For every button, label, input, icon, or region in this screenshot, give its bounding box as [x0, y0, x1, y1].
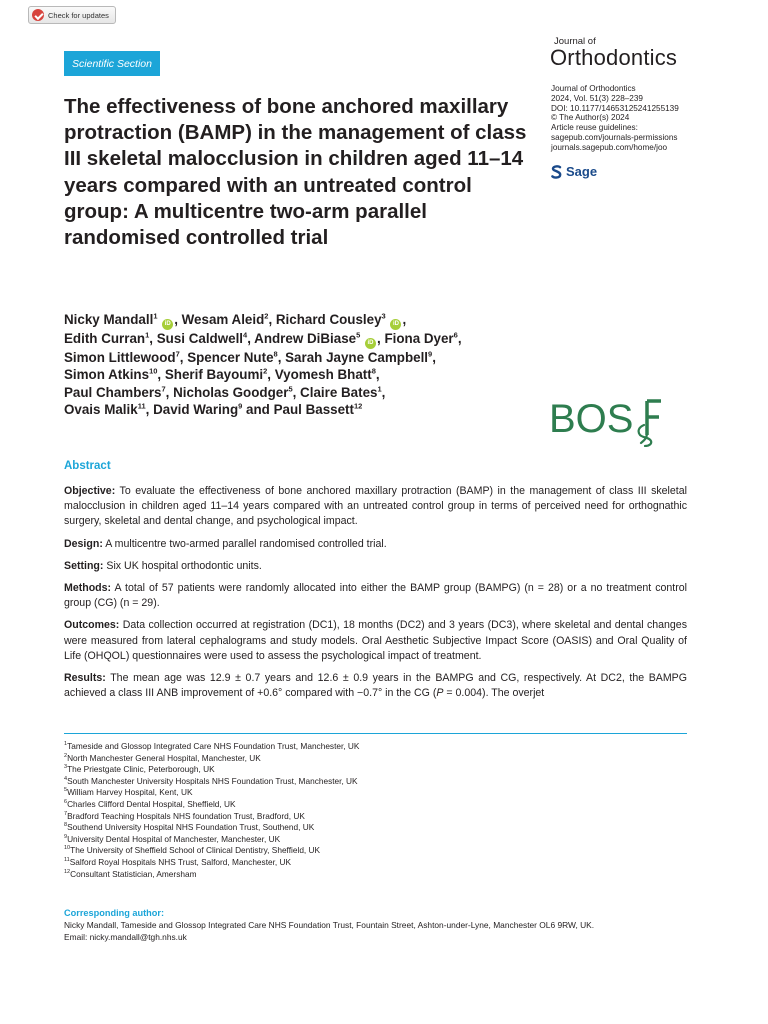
affiliation-marker: 5: [288, 384, 293, 394]
affiliation-list: [64, 741, 359, 880]
affiliation-text: South Manchester University Hospitals NHS Foundation Trust, Manchester, UK: [67, 775, 358, 786]
journal-name-prefix: Journal of: [554, 36, 596, 47]
affiliation-marker: 4: [243, 330, 248, 340]
objective-label: Objective:: [64, 485, 116, 497]
author-name[interactable]: , Spencer Nute: [179, 350, 274, 365]
affiliation-item: [64, 869, 359, 881]
author-name[interactable]: , Wesam Aleid: [174, 312, 265, 327]
affiliation-text: The University of Sheffield School of Clinical Dentistry, Sheffield, UK: [70, 845, 321, 856]
abstract-design: [64, 537, 687, 552]
affiliation-item: [64, 845, 359, 857]
affiliation-number: 7: [64, 810, 68, 817]
corresponding-author-email[interactable]: Email: nicky.mandall@tgh.nhs.uk: [64, 931, 187, 942]
affiliation-text: Bradford Teaching Hospitals NHS foundation Trust, Bradford, UK: [67, 810, 305, 821]
author-name[interactable]: , Susi Caldwell: [149, 331, 244, 346]
abstract-objective: [64, 484, 687, 530]
design-text: A multicentre two-armed parallel randomised controlled trial.: [102, 537, 387, 550]
affiliation-number: 3: [64, 764, 68, 771]
affiliation-marker: 2: [263, 366, 268, 376]
outcomes-label: Outcomes:: [64, 619, 120, 632]
author-name[interactable]: , Fiona Dyer: [377, 331, 454, 346]
affiliation-marker: 8: [371, 366, 376, 376]
affiliation-marker: 5: [356, 330, 361, 340]
affiliation-text: Consultant Statistician, Amersham: [70, 868, 197, 879]
journal-meta: [551, 84, 679, 153]
section-label: Scientific Section: [64, 51, 160, 76]
affiliation-text: Salford Royal Hospitals NHS Trust, Salford, Manchester, UK: [69, 856, 292, 867]
affiliation-item: [64, 787, 359, 799]
publisher-logo[interactable]: [551, 164, 597, 179]
abstract-results: [64, 671, 687, 701]
affiliation-number: 1: [64, 741, 68, 748]
affiliation-item: [64, 741, 359, 753]
orcid-icon[interactable]: iD: [365, 338, 376, 349]
corresponding-author-address: Nicky Mandall, Tameside and Glossop Integrated Care NHS Foundation Trust, Fountain Street, Ashton-under-Lyne, Manchester OL6 9RW, UK.: [64, 920, 595, 930]
affiliation-text: Charles Clifford Dental Hospital, Sheffield, UK: [67, 798, 236, 809]
affiliation-marker: 9: [238, 401, 243, 411]
author-name[interactable]: and Paul Bassett: [242, 402, 354, 418]
affiliation-number: 4: [64, 776, 68, 783]
affiliation-marker: 9: [428, 349, 433, 359]
author-name[interactable]: Edith Curran: [64, 331, 146, 346]
author-list: Nicky Mandall$^1$ iD , Wesam Aleid$^2$, Richard Cousley$^3$ iD , Edith Curran$^1$, Susi Caldwell$^4$, Andrew DiBiase$^5$ iD , Fiona Dyer$^6$, Simon Littlewood$^7$, Spencer Nute$^8$, Sarah Jayne Campbell$^9$, Simon Atkins$^{10}$, Sherif Bayoumi$^2$, Vyomesh Bhatt$^8$, Paul Chambers$^7$, Nicholas Goodger$^5$, Claire Bates$^1$, Ovais Malik$^{11}$, David Waring$^9$ and Paul Bassett$^{12}$: [64, 311, 462, 418]
affiliation-text: Southend University Hospital NHS Foundation Trust, Southend, UK: [67, 822, 315, 833]
results-label: Results:: [64, 672, 106, 685]
abstract-methods: [64, 581, 687, 611]
setting-label: Setting:: [64, 559, 104, 572]
setting-text: Six UK hospital orthodontic units.: [103, 559, 262, 572]
p-value-symbol: P: [436, 687, 444, 700]
author-name[interactable]: , Richard Cousley: [268, 312, 382, 327]
affiliation-item: [64, 776, 359, 788]
affiliation-marker: 10: [149, 366, 158, 376]
author-name[interactable]: Nicky Mandall: [64, 312, 154, 327]
bos-logo-text: BOS: [549, 397, 634, 441]
affiliation-text: William Harvey Hospital, Kent, UK: [67, 787, 193, 798]
results-text: The mean age was 12.9 ± 0.7 years and 12.6 ± 0.9 years in the BAMPG and CG, respectively. At DC2, the BAMPG achieved a class III ANB improvement of +0.6° compared with −0.7° in the CG (: [64, 672, 687, 700]
author-name[interactable]: , Sherif Bayoumi: [157, 367, 264, 383]
abstract-setting: [64, 559, 687, 574]
affiliation-text: The Priestgate Clinic, Peterborough, UK: [67, 764, 215, 775]
affiliation-item: [64, 834, 359, 846]
affiliation-number: 9: [64, 833, 68, 840]
author-name[interactable]: Paul Chambers: [64, 384, 162, 400]
corresponding-author: [64, 920, 687, 943]
bos-logo: [549, 395, 669, 447]
affiliation-item: [64, 753, 359, 765]
permissions-link[interactable]: sagepub.com/journals-permissions: [551, 132, 678, 142]
affiliation-number: 6: [64, 799, 68, 806]
journal-home-link[interactable]: journals.sagepub.com/home/joo: [551, 142, 668, 152]
methods-text: A total of 57 patients were randomly allocated into either the BAMP group (BAMPG) (n = 28) or a no treatment control group (CG) (n = 29).: [64, 582, 687, 610]
affiliation-item: [64, 811, 359, 823]
methods-label: Methods:: [64, 582, 112, 595]
orcid-icon[interactable]: iD: [390, 319, 401, 330]
publisher-name: Sage: [566, 164, 598, 179]
affiliation-marker: 11: [137, 401, 146, 411]
affiliation-text: North Manchester General Hospital, Manchester, UK: [67, 752, 261, 763]
affiliation-marker: 8: [273, 349, 278, 359]
design-label: Design:: [64, 537, 103, 550]
affiliation-marker: 1: [377, 384, 382, 394]
journal-meta-line: 2024, Vol. 51(3) 228–239: [551, 93, 643, 103]
doi-link[interactable]: DOI: 10.1177/14653125241255139: [551, 103, 679, 113]
affiliation-text: University Dental Hospital of Manchester, Manchester, UK: [67, 833, 281, 844]
affiliation-marker: 1: [153, 311, 158, 321]
author-name[interactable]: Simon Littlewood: [64, 350, 176, 365]
results-text-cont: = 0.004). The overjet: [443, 687, 545, 700]
author-name[interactable]: Simon Atkins: [64, 367, 150, 383]
check-for-updates-label: Check for updates: [48, 10, 109, 20]
affiliation-marker: 2: [264, 311, 269, 321]
author-name[interactable]: , Sarah Jayne Campbell: [277, 350, 429, 365]
journal-meta-line: Journal of Orthodontics: [551, 84, 636, 93]
sage-s-icon: [551, 165, 562, 179]
affiliation-item: [64, 822, 359, 834]
affiliation-marker: 3: [381, 311, 386, 321]
objective-text: To evaluate the effectiveness of bone anchored maxillary protraction (BAMP) in the management of class III skeletal malocclusion in children aged 11–14 years compared with an untreated control group in terms of perceived need for orthognathic surgery, skeletal and dental change, and psychological impact.: [64, 485, 687, 528]
author-name[interactable]: Ovais Malik: [64, 402, 138, 418]
outcomes-text: Data collection occurred at registration (DC1), 18 months (DC2) and 3 years (DC3), where skeletal and dental changes were measured from lateral cephalograms and study models. Oral Aesthetic Subjective Impact Score (OASIS) and Oral Quality of Life (OHQOL) questionnaires were used to assess the psychological impact of treatment.: [64, 619, 687, 662]
author-name[interactable]: , Nicholas Goodger: [165, 384, 289, 400]
check-for-updates-button[interactable]: [28, 6, 116, 24]
author-name[interactable]: , Andrew DiBiase: [247, 331, 357, 346]
affiliation-number: 2: [64, 752, 68, 759]
affiliation-item: [64, 857, 359, 869]
affiliation-number: 12: [64, 868, 71, 875]
journal-meta-line: © The Author(s) 2024: [551, 113, 630, 123]
author-name[interactable]: , Vyomesh Bhatt: [267, 367, 372, 383]
abstract-heading: Abstract: [64, 460, 111, 472]
journal-meta-line: Article reuse guidelines:: [551, 123, 638, 133]
author-name[interactable]: , David Waring: [145, 402, 239, 418]
affiliation-marker: 1: [145, 330, 150, 340]
affiliation-number: 10: [64, 845, 71, 852]
affiliation-number: 8: [64, 822, 68, 829]
affiliation-number: 5: [64, 787, 68, 794]
affiliation-number: 11: [64, 857, 70, 864]
journal-name: Orthodontics: [550, 45, 678, 70]
author-name[interactable]: , Claire Bates: [292, 384, 378, 400]
affiliation-item: [64, 799, 359, 811]
affiliation-marker: 12: [353, 401, 363, 411]
divider: [64, 733, 687, 734]
affiliation-marker: 7: [161, 384, 166, 394]
orcid-icon[interactable]: iD: [162, 319, 173, 330]
article-title: The effectiveness of bone anchored maxillary protraction (BAMP) in the management of class III skeletal malocclusion in children aged 11–14 years compared with an untreated control group: A multicentre two-arm parallel randomised controlled trial: [64, 95, 527, 250]
affiliation-text: Tameside and Glossop Integrated Care NHS Foundation Trust, Manchester, UK: [67, 741, 360, 751]
affiliation-item: [64, 764, 359, 776]
abstract-body: [64, 484, 687, 708]
affiliation-marker: 7: [175, 349, 180, 359]
affiliation-marker: 6: [453, 330, 458, 340]
crossmark-icon: [32, 9, 44, 21]
abstract-outcomes: [64, 618, 687, 664]
corresponding-author-heading: Corresponding author:: [64, 908, 165, 918]
